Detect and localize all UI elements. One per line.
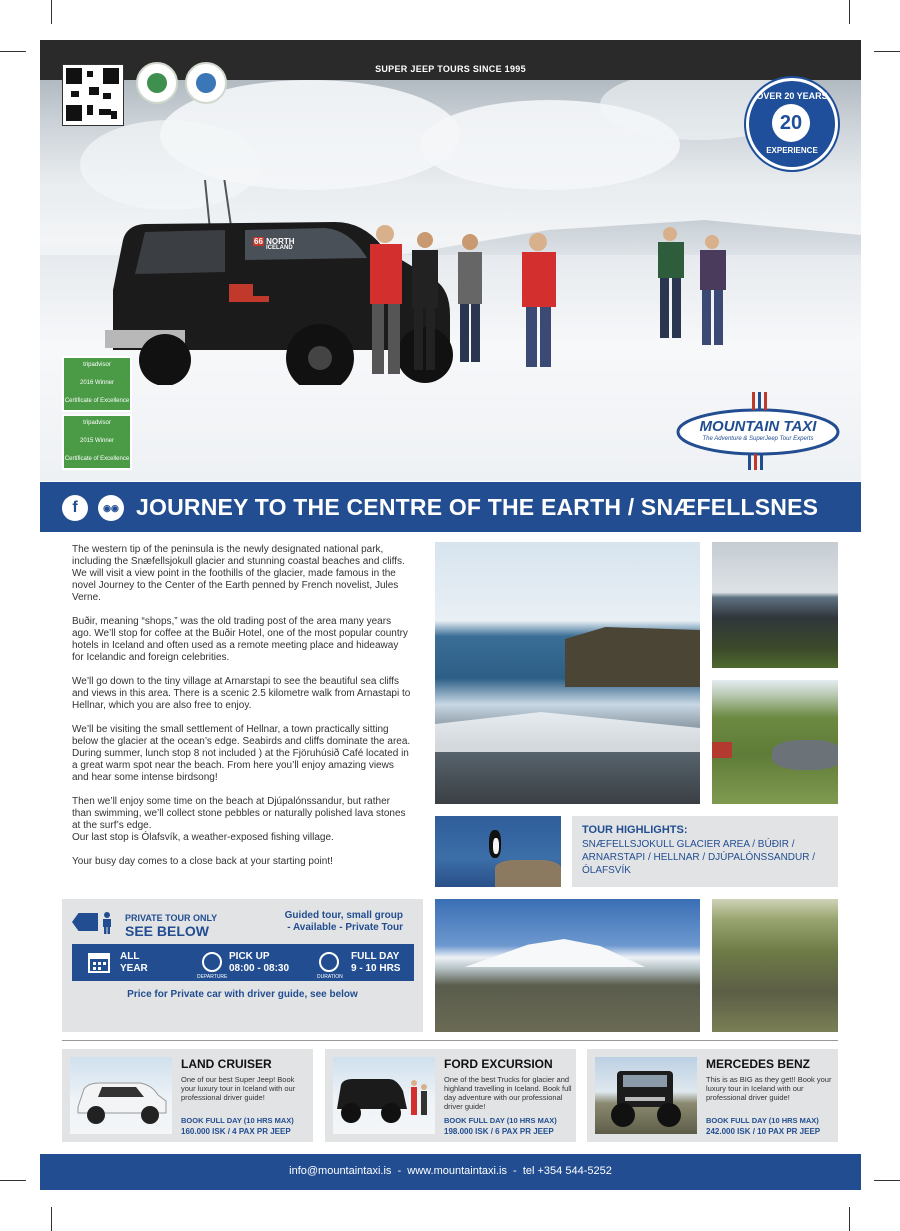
vehicle-card-mercedes-benz[interactable] bbox=[587, 1049, 838, 1142]
logo-name: MOUNTAIN TAXI bbox=[699, 418, 817, 435]
title-banner bbox=[40, 482, 861, 532]
pickup-time: 08:00 - 08:30 bbox=[229, 963, 290, 974]
badge-label: Certificate of Excellence bbox=[64, 398, 130, 404]
hero-photo bbox=[40, 40, 861, 481]
description-paragraph: Then we’ll enjoy some time on the beach at Djúpalónssandur, but rather than swimming, we’ll collect stone pebbles or naturally polished lava stones at the surf’s edge. bbox=[72, 796, 406, 831]
tourists-group-image bbox=[340, 220, 740, 410]
tour-info-box bbox=[62, 899, 423, 1032]
ford-excursion-image bbox=[333, 1057, 435, 1134]
clock-icon bbox=[202, 952, 222, 972]
vehicle-description: One of our best Super Jeep! Book your luxury tour in Iceland with our professional driver guide! bbox=[181, 1075, 296, 1102]
crop-mark bbox=[51, 1207, 52, 1231]
vehicle-name: MERCEDES BENZ bbox=[706, 1057, 811, 1071]
guided-line: Guided tour, small group bbox=[284, 910, 403, 921]
seal-number: 20 bbox=[772, 104, 810, 142]
hero-tagline: SUPER JEEP TOURS SINCE 1995 bbox=[375, 64, 526, 74]
mercedes-benz-image bbox=[595, 1057, 697, 1134]
tripadvisor-badge bbox=[62, 414, 132, 470]
page-title: JOURNEY TO THE CENTRE OF THE EARTH / SNÆFELLSNES bbox=[136, 494, 819, 520]
highlights-title: TOUR HIGHLIGHTS: bbox=[582, 824, 688, 836]
private-tour-label: PRIVATE TOUR ONLY bbox=[125, 913, 218, 923]
lava-field-photo bbox=[712, 899, 838, 1032]
certificate-badge-icon bbox=[136, 62, 178, 104]
duration-label: DURATION bbox=[317, 974, 343, 980]
description-paragraph: We’ll be visiting the small settlement of Hellnar, a town practically sitting below the glacier at the ocean’s edge. Seabirds and cliffs dominate the area. During summer, lunch stop 8 not included ) at the Fjöruhúsið Café located in a great warm spot near the beach. From here you’ll enjoy amazing views and hear some intense birdsong! bbox=[72, 724, 411, 783]
guided-line: - Available - Private Tour bbox=[287, 922, 403, 933]
jeep-sign-sub: ICELAND bbox=[266, 245, 293, 251]
vehicle-description: This is as BIG as they get!! Book your luxury tour in Iceland with our professional driver guide! bbox=[706, 1075, 832, 1102]
experience-seal bbox=[746, 78, 838, 170]
village-hills-photo bbox=[712, 680, 838, 804]
section-divider bbox=[62, 1040, 838, 1041]
year-label: YEAR bbox=[120, 963, 148, 974]
certificate-badge-icon bbox=[185, 62, 227, 104]
price-note: Price for Private car with driver guide, see below bbox=[127, 989, 358, 1000]
tripadvisor-brand: tripadvisor bbox=[83, 362, 111, 368]
vehicle-price: 242.000 ISK / 10 PAX PR JEEP bbox=[706, 1127, 821, 1136]
jeep-sign bbox=[253, 238, 301, 252]
flyer-page bbox=[40, 40, 861, 1190]
description-paragraph: We’ll go down to the tiny village at Arnarstapi to see the beautiful sea cliffs and views in this area. There is a scenic 2.5 kilometre walk from Arnastapi to Hellnar, which you are also free to enjoy. bbox=[72, 676, 411, 711]
guided-tour-note bbox=[285, 910, 403, 934]
vehicle-price: 160.000 ISK / 4 PAX PR JEEP bbox=[181, 1127, 291, 1136]
description-paragraph: Buðir, meaning “shops,” was the old trading post of the area many years ago. We’ll stop for coffee at the Buðir Hotel, one of the most popular country hotels in Iceland and often used as a remote meeting place and hideaway for Icelandic and foreign celebrities. bbox=[72, 616, 408, 663]
jeep-sign-brand: 66 bbox=[254, 237, 263, 246]
person-icon bbox=[102, 912, 112, 934]
crop-mark bbox=[849, 1207, 850, 1231]
vehicle-booking-terms: BOOK FULL DAY (10 HRS MAX) bbox=[706, 1116, 819, 1125]
tour-highlights-box bbox=[572, 816, 838, 887]
coast-cliffs-photo bbox=[435, 542, 700, 804]
crop-mark bbox=[0, 51, 26, 52]
contact-footer bbox=[40, 1154, 861, 1190]
vehicle-card-ford-excursion[interactable] bbox=[325, 1049, 576, 1142]
vehicle-name: LAND CRUISER bbox=[181, 1057, 272, 1071]
description-paragraph: Your busy day comes to a close back at your starting point! bbox=[72, 856, 333, 867]
vehicle-booking-terms: BOOK FULL DAY (10 HRS MAX) bbox=[181, 1116, 294, 1125]
vehicle-price: 198.000 ISK / 6 PAX PR JEEP bbox=[444, 1127, 554, 1136]
see-below-label: SEE BELOW bbox=[125, 923, 210, 939]
mountain-taxi-logo bbox=[676, 392, 840, 470]
price-tag-icon bbox=[72, 913, 98, 931]
logo-tagline: The Adventure & SuperJeep Tour Experts bbox=[702, 436, 814, 442]
tripadvisor-icon[interactable]: ◉◉ bbox=[98, 495, 124, 521]
puffin-photo bbox=[435, 816, 561, 887]
fullday-label: FULL DAY bbox=[351, 951, 400, 962]
contact-info[interactable]: info@mountaintaxi.is - www.mountaintaxi.is - tel +354 544-5252 bbox=[289, 1165, 612, 1177]
fullday-hours: 9 - 10 HRS bbox=[351, 963, 401, 974]
vehicle-name: FORD EXCURSION bbox=[444, 1057, 553, 1071]
facebook-icon[interactable]: f bbox=[62, 495, 88, 521]
black-beach-photo bbox=[712, 542, 838, 668]
tripadvisor-brand: tripadvisor bbox=[83, 420, 111, 426]
crop-mark bbox=[874, 51, 900, 52]
seal-bottom-text: EXPERIENCE bbox=[766, 146, 818, 155]
badge-year: 2016 Winner bbox=[79, 380, 115, 386]
vehicle-card-land-cruiser[interactable] bbox=[62, 1049, 313, 1142]
seal-top-text: OVER 20 YEARS bbox=[756, 91, 828, 101]
vehicle-booking-terms: BOOK FULL DAY (10 HRS MAX) bbox=[444, 1116, 557, 1125]
jeep-sign-name: NORTH bbox=[266, 237, 295, 246]
highlights-list: SNÆFELLSJOKULL GLACIER AREA / BÚÐIR / ARNARSTAPI / HELLNAR / DJÚPALÓNSSANDUR / ÓLAFSVÍK bbox=[582, 839, 816, 876]
departure-label: DEPARTURE bbox=[197, 974, 228, 980]
qr-code-icon bbox=[62, 64, 124, 126]
crop-mark bbox=[0, 1180, 26, 1181]
tour-description bbox=[72, 544, 412, 880]
tripadvisor-badge bbox=[62, 356, 132, 412]
calendar-icon bbox=[88, 951, 110, 973]
pickup-label: PICK UP bbox=[229, 951, 270, 962]
crop-mark bbox=[874, 1180, 900, 1181]
all-label: ALL bbox=[120, 951, 140, 962]
description-paragraph: The western tip of the peninsula is the newly designated national park, including the Snæfellsjokull glacier and stunning coastal beaches and cliffs. We will visit a view point in the foothills of the glacier, made famous in the novel Journey to the Center of the Earth penned by French novelist, Jules Verne. bbox=[72, 544, 405, 603]
vehicle-description: One of the best Trucks for glacier and highland travelling in Iceland. Book full day adventure with our professional driver guide! bbox=[444, 1075, 572, 1111]
badge-year: 2015 Winner bbox=[79, 438, 115, 444]
land-cruiser-image bbox=[70, 1057, 172, 1134]
timer-icon bbox=[319, 952, 339, 972]
badge-label: Certificate of Excellence bbox=[64, 456, 130, 462]
crop-mark bbox=[51, 0, 52, 24]
description-paragraph: Our last stop is Ólafsvík, a weather-exposed fishing village. bbox=[72, 832, 334, 843]
schedule-strip bbox=[72, 944, 414, 981]
crop-mark bbox=[849, 0, 850, 24]
glacier-view-photo bbox=[435, 899, 700, 1032]
